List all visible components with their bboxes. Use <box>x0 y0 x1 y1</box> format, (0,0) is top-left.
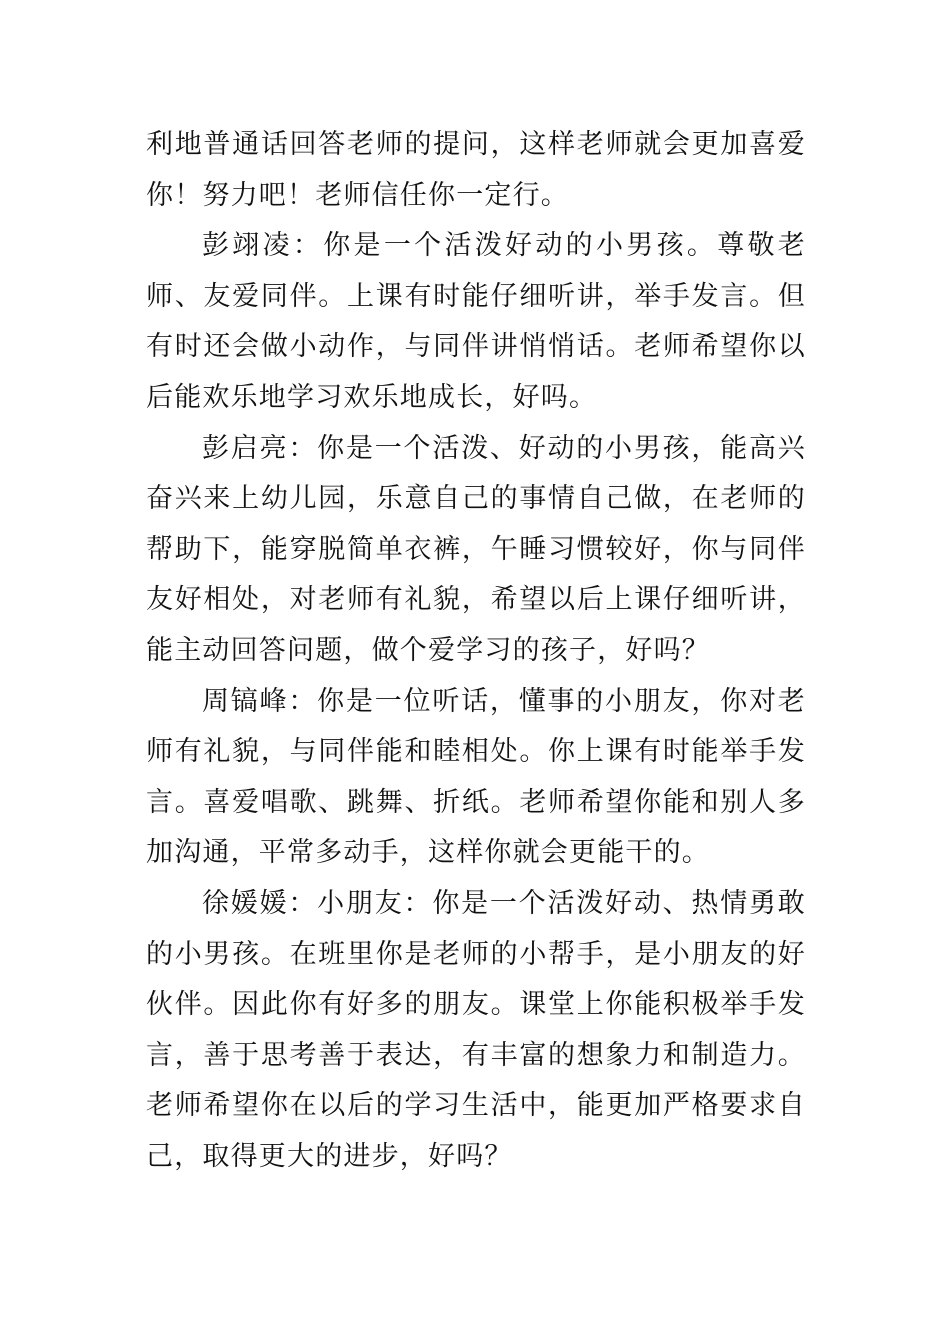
paragraph-xu-yuanyuan: 徐媛媛：小朋友：你是一个活泼好动、热情勇敢的小男孩。在班里你是老师的小帮手，是小朋友的好伙伴。因此你有好多的朋友。课堂上你能积极举手发言，善于思考善于表达，有丰富的想象力和制造力。老师希望你在以后的学习生活中，能更加严格要求自己，取得更大的进步，好吗？ <box>146 887 806 1172</box>
paragraph-continuation: 利地普通话回答老师的提问，这样老师就会更加喜爱你！努力吧！老师信任你一定行。 <box>146 129 806 211</box>
paragraph-peng-yiling: 彭翊凌：你是一个活泼好动的小男孩。尊敬老师、友爱同伴。上课有时能仔细听讲，举手发言。但有时还会做小动作，与同伴讲悄悄话。老师希望你以后能欢乐地学习欢乐地成长，好吗。 <box>146 230 806 413</box>
paragraph-zhou-gaofeng: 周镐峰：你是一位听话，懂事的小朋友，你对老师有礼貌，与同伴能和睦相处。你上课有时能举手发言。喜爱唱歌、跳舞、折纸。老师希望你能和别人多加沟通，平常多动手，这样你就会更能干的。 <box>146 685 806 869</box>
paragraph-peng-qiliang: 彭启亮：你是一个活泼、好动的小男孩，能高兴奋兴来上幼儿园，乐意自己的事情自己做，在老师的帮助下，能穿脱简单衣裤，午睡习惯较好，你与同伴友好相处，对老师有礼貌，希望以后上课仔细听讲，能主动回答问题，做个爱学习的孩子，好吗？ <box>146 432 806 666</box>
document-body <box>146 120 806 1182</box>
